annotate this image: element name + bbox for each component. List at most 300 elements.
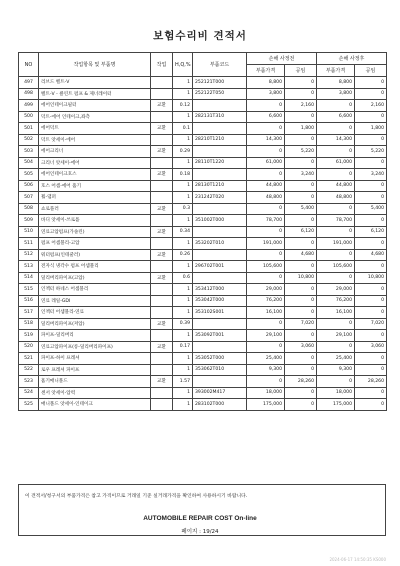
header-no: NO — [19, 53, 39, 77]
row-no: 510 — [19, 226, 39, 238]
row-work — [151, 387, 173, 399]
row-before-part-price: 6,600 — [247, 111, 285, 123]
header-after-labor: 공임 — [355, 65, 387, 77]
row-work — [151, 353, 173, 365]
row-part-code: 351002T000 — [193, 215, 247, 227]
row-hq: 0.26 — [173, 249, 193, 261]
row-after-labor: 0 — [355, 295, 387, 307]
row-item-name: 에어인테이크필터 — [39, 100, 151, 112]
table-row — [19, 261, 387, 273]
row-no: 503 — [19, 146, 39, 158]
row-before-labor: 0 — [285, 387, 317, 399]
row-item-name: 인젝터 어셈블리-연료 — [39, 307, 151, 319]
row-after-labor: 0 — [355, 261, 387, 273]
row-after-labor: 0 — [355, 215, 387, 227]
row-item-name: 호스 어셈-에어 흡기 — [39, 180, 151, 192]
row-work — [151, 364, 173, 376]
row-after-labor: 5,220 — [355, 146, 387, 158]
row-part-code: 296702T001 — [193, 261, 247, 273]
row-hq: 1 — [173, 330, 193, 342]
row-item-name: 전자식 냉각수 펌프 어셈블리 — [39, 261, 151, 273]
row-work: 교환 — [151, 100, 173, 112]
row-hq: 1 — [173, 157, 193, 169]
row-after-part-price: 0 — [317, 100, 355, 112]
row-no: 518 — [19, 318, 39, 330]
row-no: 521 — [19, 353, 39, 365]
row-hq: 1 — [173, 192, 193, 204]
header-before-labor: 공임 — [285, 65, 317, 77]
row-after-part-price: 0 — [317, 123, 355, 135]
row-after-part-price: 0 — [317, 203, 355, 215]
row-after-part-price: 6,600 — [317, 111, 355, 123]
row-hq: 0.34 — [173, 226, 193, 238]
row-work — [151, 284, 173, 296]
row-part-code — [193, 226, 247, 238]
table-row — [19, 364, 387, 376]
row-before-part-price: 0 — [247, 341, 285, 353]
estimate-rows — [19, 77, 387, 411]
row-hq: 1 — [173, 387, 193, 399]
table-row — [19, 284, 387, 296]
row-after-part-price: 61,000 — [317, 157, 355, 169]
row-before-part-price: 29,000 — [247, 284, 285, 296]
row-item-name: 바디 앗세이-쓰로틀 — [39, 215, 151, 227]
row-hq: 0.6 — [173, 272, 193, 284]
row-work: 교환 — [151, 272, 173, 284]
row-before-part-price: 0 — [247, 169, 285, 181]
table-row — [19, 295, 387, 307]
row-part-code: 283102T000 — [193, 399, 247, 411]
row-item-name: 워터펌프(인테쿨러) — [39, 249, 151, 261]
row-work — [151, 399, 173, 411]
row-before-labor: 5,220 — [285, 146, 317, 158]
row-after-part-price: 8,800 — [317, 77, 355, 89]
row-after-part-price: 175,000 — [317, 399, 355, 411]
row-hq: 0.12 — [173, 100, 193, 112]
row-hq: 1.57 — [173, 376, 193, 388]
row-after-labor: 0 — [355, 284, 387, 296]
row-item-name: 센서 앗세이-압력 — [39, 387, 151, 399]
row-work: 교환 — [151, 226, 173, 238]
row-hq: 1 — [173, 215, 193, 227]
row-after-part-price: 0 — [317, 272, 355, 284]
row-after-labor: 0 — [355, 134, 387, 146]
table-row — [19, 318, 387, 330]
row-before-part-price: 18,000 — [247, 387, 285, 399]
row-after-part-price: 191,000 — [317, 238, 355, 250]
row-before-labor: 7,020 — [285, 318, 317, 330]
row-work: 교환 — [151, 318, 173, 330]
row-before-labor: 0 — [285, 364, 317, 376]
row-item-name: 에어덕트 — [39, 123, 151, 135]
row-after-labor: 6,120 — [355, 226, 387, 238]
row-after-labor: 3,060 — [355, 341, 387, 353]
row-after-labor: 3,240 — [355, 169, 387, 181]
row-after-part-price: 9,300 — [317, 364, 355, 376]
table-row — [19, 341, 387, 353]
row-item-name: 리브드 벨트-V — [39, 77, 151, 89]
row-before-labor: 2,160 — [285, 100, 317, 112]
row-work — [151, 77, 173, 89]
row-part-code: 252121T000 — [193, 77, 247, 89]
row-part-code — [193, 318, 247, 330]
row-after-part-price: 29,000 — [317, 284, 355, 296]
row-before-part-price: 44,800 — [247, 180, 285, 192]
row-before-labor: 0 — [285, 238, 317, 250]
row-before-part-price: 0 — [247, 100, 285, 112]
row-after-labor: 0 — [355, 157, 387, 169]
header-after-part-price: 부품가격 — [317, 65, 355, 77]
row-work — [151, 330, 173, 342]
row-hq: 0.18 — [173, 169, 193, 181]
row-before-labor: 0 — [285, 180, 317, 192]
row-item-name: 휠-댐퍼 — [39, 192, 151, 204]
row-after-part-price: 78,700 — [317, 215, 355, 227]
row-work: 교환 — [151, 203, 173, 215]
row-after-labor: 0 — [355, 88, 387, 100]
row-hq: 1 — [173, 180, 193, 192]
row-after-labor: 0 — [355, 180, 387, 192]
table-row — [19, 272, 387, 284]
row-before-labor: 0 — [285, 307, 317, 319]
row-item-name: 덕트-에어 인테이크,좌측 — [39, 111, 151, 123]
row-after-part-price: 0 — [317, 146, 355, 158]
row-after-part-price: 25,400 — [317, 353, 355, 365]
row-after-labor: 10,800 — [355, 272, 387, 284]
row-work: 교환 — [151, 249, 173, 261]
row-after-part-price: 48,800 — [317, 192, 355, 204]
table-row — [19, 134, 387, 146]
row-no: 508 — [19, 203, 39, 215]
row-before-labor: 10,800 — [285, 272, 317, 284]
row-before-part-price: 78,700 — [247, 215, 285, 227]
disclaimer-note: 이 견적서/청구서의 부품가격은 참고 가격이므로 거래일 기준 실거래가격을 확인하여 사용하시기 바랍니다. — [18, 484, 386, 536]
row-item-name: 에어크리너 — [39, 146, 151, 158]
row-no: 497 — [19, 77, 39, 89]
row-part-code: 231242T020 — [193, 192, 247, 204]
row-no: 502 — [19, 134, 39, 146]
row-no: 501 — [19, 123, 39, 135]
row-no: 498 — [19, 88, 39, 100]
row-before-part-price: 48,800 — [247, 192, 285, 204]
row-part-code: 353412T000 — [193, 284, 247, 296]
row-item-name: 연료 레일-GDI — [39, 295, 151, 307]
row-part-code: 353062T010 — [193, 364, 247, 376]
table-row — [19, 192, 387, 204]
row-work — [151, 157, 173, 169]
row-before-labor: 6,120 — [285, 226, 317, 238]
row-after-part-price: 14,300 — [317, 134, 355, 146]
row-before-labor: 0 — [285, 134, 317, 146]
page-number: 페이지 : 19/24 — [181, 529, 219, 535]
row-before-part-price: 25,400 — [247, 353, 285, 365]
row-after-part-price: 0 — [317, 169, 355, 181]
row-item-name: 파이프-딜리버리 — [39, 330, 151, 342]
row-before-part-price: 191,000 — [247, 238, 285, 250]
row-after-labor: 7,020 — [355, 318, 387, 330]
table-row — [19, 203, 387, 215]
footer-title: AUTOMOBILE REPAIR COST On-line — [143, 515, 257, 522]
row-part-code — [193, 169, 247, 181]
row-before-labor: 0 — [285, 215, 317, 227]
print-stamp: 2024-06-17 14:50:35 KS000 — [329, 557, 386, 562]
row-before-part-price: 0 — [247, 272, 285, 284]
row-hq: 0.3 — [173, 203, 193, 215]
row-work: 교환 — [151, 341, 173, 353]
row-after-part-price: 44,800 — [317, 180, 355, 192]
row-item-name: 펌프 어셈블리-고압 — [39, 238, 151, 250]
row-part-code — [193, 341, 247, 353]
row-hq: 1 — [173, 88, 193, 100]
row-item-name: 로우 프레셔 파이프 — [39, 364, 151, 376]
row-part-code: 282131T310 — [193, 111, 247, 123]
row-after-labor: 4,680 — [355, 249, 387, 261]
row-item-name: 연료고압파이프(롱-딜리버리파이프) — [39, 341, 151, 353]
table-row — [19, 215, 387, 227]
row-work — [151, 192, 173, 204]
row-before-part-price: 0 — [247, 318, 285, 330]
row-item-name: 연료고압펌프(가솔린) — [39, 226, 151, 238]
row-before-part-price: 61,000 — [247, 157, 285, 169]
row-after-labor: 0 — [355, 238, 387, 250]
row-before-part-price: 0 — [247, 146, 285, 158]
row-no: 500 — [19, 111, 39, 123]
row-after-labor: 0 — [355, 192, 387, 204]
row-before-labor: 0 — [285, 157, 317, 169]
row-hq: 0.1 — [173, 123, 193, 135]
row-part-code — [193, 146, 247, 158]
row-item-name: 덕트 앗세이-에어 — [39, 134, 151, 146]
row-hq: 1 — [173, 399, 193, 411]
row-item-name: 딜리버리파이프(저압) — [39, 318, 151, 330]
row-before-part-price: 8,800 — [247, 77, 285, 89]
row-after-part-price: 0 — [317, 376, 355, 388]
row-before-labor: 0 — [285, 261, 317, 273]
row-after-part-price: 0 — [317, 226, 355, 238]
row-item-name: 딜리버리파이프(고압) — [39, 272, 151, 284]
row-part-code: 353092T001 — [193, 330, 247, 342]
header-part-code: 부품코드 — [193, 53, 247, 77]
row-hq: 0.39 — [173, 318, 193, 330]
row-after-labor: 0 — [355, 353, 387, 365]
table-row — [19, 146, 387, 158]
row-before-part-price: 3,800 — [247, 88, 285, 100]
row-part-code — [193, 203, 247, 215]
row-work — [151, 134, 173, 146]
row-hq: 0.29 — [173, 146, 193, 158]
table-row — [19, 77, 387, 89]
row-before-part-price: 16,100 — [247, 307, 285, 319]
row-part-code — [193, 100, 247, 112]
table-row — [19, 238, 387, 250]
row-after-labor: 0 — [355, 387, 387, 399]
header-before-assessment: 손해 사정전 — [247, 53, 317, 65]
row-item-name: 벨트-V - 클린트 펌프 & 제너레이터 — [39, 88, 151, 100]
row-no: 519 — [19, 330, 39, 342]
row-item-name: 쇼로플러 — [39, 203, 151, 215]
row-no: 515 — [19, 284, 39, 296]
row-part-code: 353052T000 — [193, 353, 247, 365]
row-work — [151, 261, 173, 273]
row-hq: 1 — [173, 364, 193, 376]
row-before-labor: 0 — [285, 192, 317, 204]
row-hq: 1 — [173, 284, 193, 296]
row-before-labor: 0 — [285, 284, 317, 296]
row-hq: 1 — [173, 134, 193, 146]
row-before-labor: 3,060 — [285, 341, 317, 353]
row-no: 514 — [19, 272, 39, 284]
row-before-part-price: 9,300 — [247, 364, 285, 376]
estimate-table — [18, 52, 387, 411]
row-hq: 1 — [173, 307, 193, 319]
row-hq: 1 — [173, 111, 193, 123]
table-row — [19, 353, 387, 365]
table-row — [19, 249, 387, 261]
row-item-name: 에어인테이크호스 — [39, 169, 151, 181]
row-work: 교환 — [151, 169, 173, 181]
table-row — [19, 330, 387, 342]
table-row — [19, 307, 387, 319]
row-after-part-price: 0 — [317, 249, 355, 261]
row-hq: 1 — [173, 238, 193, 250]
row-after-labor: 5,400 — [355, 203, 387, 215]
row-after-part-price: 0 — [317, 341, 355, 353]
row-item-name: 매니폴드 앗세이-인테이크 — [39, 399, 151, 411]
row-hq: 1 — [173, 353, 193, 365]
row-after-labor: 0 — [355, 77, 387, 89]
header-hq: H,Q,% — [173, 53, 193, 77]
row-part-code: 252122T050 — [193, 88, 247, 100]
row-after-labor: 0 — [355, 364, 387, 376]
row-no: 512 — [19, 249, 39, 261]
row-part-code: 28110T1220 — [193, 157, 247, 169]
row-before-labor: 1,800 — [285, 123, 317, 135]
table-row — [19, 387, 387, 399]
row-no: 516 — [19, 295, 39, 307]
row-before-labor: 0 — [285, 111, 317, 123]
row-no: 507 — [19, 192, 39, 204]
table-row — [19, 399, 387, 411]
table-row — [19, 157, 387, 169]
row-work — [151, 180, 173, 192]
row-part-code: 28210T1210 — [193, 134, 247, 146]
row-after-part-price: 105,600 — [317, 261, 355, 273]
row-no: 504 — [19, 157, 39, 169]
table-row — [19, 376, 387, 388]
row-after-labor: 1,800 — [355, 123, 387, 135]
header-before-part-price: 부품가격 — [247, 65, 285, 77]
row-work: 교환 — [151, 376, 173, 388]
row-before-part-price: 0 — [247, 123, 285, 135]
row-no: 522 — [19, 364, 39, 376]
row-item-name: 파이프-하이 프레셔 — [39, 353, 151, 365]
table-row — [19, 226, 387, 238]
row-after-part-price: 0 — [317, 318, 355, 330]
row-part-code — [193, 249, 247, 261]
header-item-name: 작업항목 및 부품명 — [39, 53, 151, 77]
row-after-labor: 0 — [355, 307, 387, 319]
table-row — [19, 88, 387, 100]
row-no: 513 — [19, 261, 39, 273]
row-no: 523 — [19, 376, 39, 388]
row-item-name: 인젝터 하네스 어셈블리 — [39, 284, 151, 296]
row-work — [151, 238, 173, 250]
row-before-part-price: 0 — [247, 226, 285, 238]
row-part-code — [193, 376, 247, 388]
row-before-part-price: 29,100 — [247, 330, 285, 342]
row-part-code: 28130T1210 — [193, 180, 247, 192]
row-after-labor: 2,160 — [355, 100, 387, 112]
row-before-part-price: 0 — [247, 249, 285, 261]
row-before-labor: 28,260 — [285, 376, 317, 388]
row-part-code: 353102S001 — [193, 307, 247, 319]
row-work — [151, 307, 173, 319]
table-row — [19, 123, 387, 135]
row-after-labor: 0 — [355, 111, 387, 123]
row-before-labor: 0 — [285, 77, 317, 89]
row-after-part-price: 3,800 — [317, 88, 355, 100]
row-before-labor: 0 — [285, 295, 317, 307]
row-work — [151, 295, 173, 307]
row-part-code — [193, 272, 247, 284]
row-before-part-price: 0 — [247, 376, 285, 388]
row-before-part-price: 105,600 — [247, 261, 285, 273]
row-before-labor: 0 — [285, 330, 317, 342]
row-no: 524 — [19, 387, 39, 399]
row-hq: 1 — [173, 261, 193, 273]
row-after-labor: 0 — [355, 399, 387, 411]
row-before-labor: 5,400 — [285, 203, 317, 215]
page-title: 보험수리비 견적서 — [153, 30, 247, 42]
row-before-labor: 0 — [285, 353, 317, 365]
row-no: 505 — [19, 169, 39, 181]
row-after-part-price: 18,000 — [317, 387, 355, 399]
row-after-part-price: 16,100 — [317, 307, 355, 319]
table-row — [19, 111, 387, 123]
row-no: 506 — [19, 180, 39, 192]
row-item-name: 크리너 앗세이-에어 — [39, 157, 151, 169]
row-hq: 1 — [173, 77, 193, 89]
row-work — [151, 88, 173, 100]
header-work: 작업 — [151, 53, 173, 77]
row-part-code: 393002M417 — [193, 387, 247, 399]
row-part-code — [193, 123, 247, 135]
row-before-labor: 3,240 — [285, 169, 317, 181]
row-no: 499 — [19, 100, 39, 112]
row-hq: 0.17 — [173, 341, 193, 353]
row-before-labor: 0 — [285, 399, 317, 411]
row-before-labor: 0 — [285, 88, 317, 100]
table-row — [19, 169, 387, 181]
row-work: 교환 — [151, 123, 173, 135]
row-work — [151, 215, 173, 227]
row-no: 517 — [19, 307, 39, 319]
row-no: 520 — [19, 341, 39, 353]
row-work: 교환 — [151, 146, 173, 158]
row-after-labor: 28,260 — [355, 376, 387, 388]
row-no: 525 — [19, 399, 39, 411]
row-item-name: 흡기매니폴드 — [39, 376, 151, 388]
row-hq: 1 — [173, 295, 193, 307]
row-before-part-price: 14,300 — [247, 134, 285, 146]
header-after-assessment: 손해 사정후 — [317, 53, 387, 65]
row-part-code: 353042T000 — [193, 295, 247, 307]
row-after-labor: 0 — [355, 330, 387, 342]
row-part-code: 353202T010 — [193, 238, 247, 250]
row-after-part-price: 76,200 — [317, 295, 355, 307]
table-row — [19, 180, 387, 192]
row-no: 509 — [19, 215, 39, 227]
